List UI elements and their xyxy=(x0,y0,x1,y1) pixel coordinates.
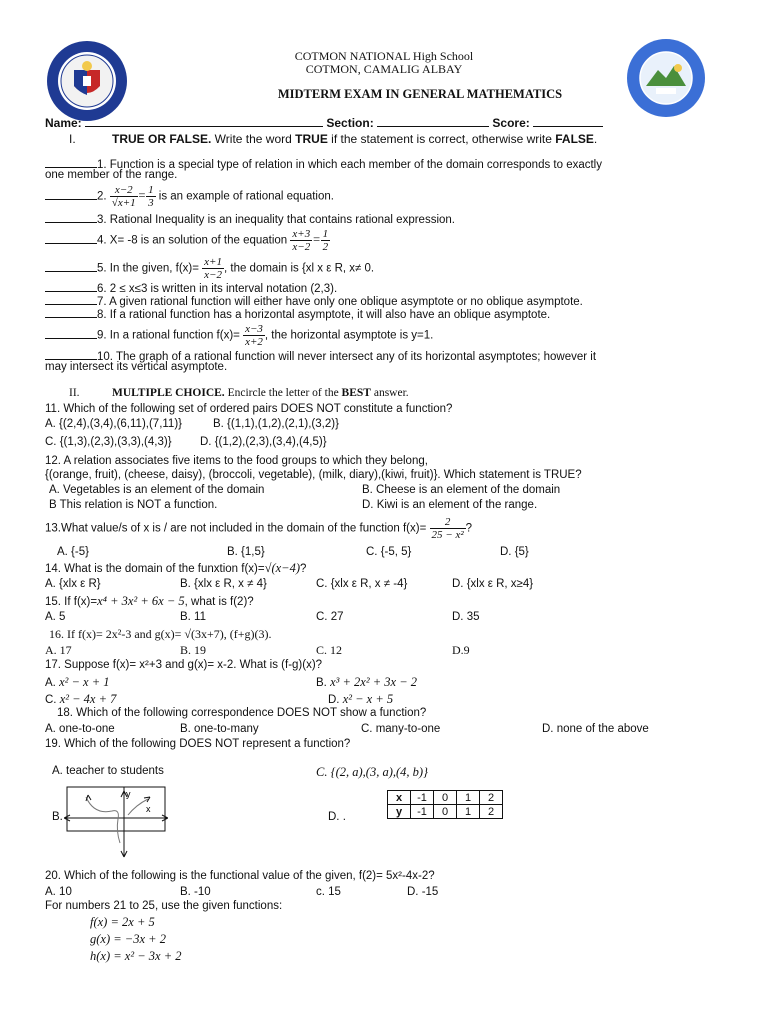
q13-choice-d[interactable]: D. {5} xyxy=(500,546,529,558)
q17-choice-a[interactable] xyxy=(45,675,110,690)
school-address: COTMON, CAMALIG ALBAY xyxy=(305,62,463,76)
q19-choice-b[interactable]: B. xyxy=(52,811,63,823)
question-text: , what is f(2)? xyxy=(184,596,254,608)
tf-item-text: 8. If a rational function has a horizontal asymptote, it will also have an oblique asymptote. xyxy=(97,309,551,321)
answer-blank[interactable] xyxy=(45,233,97,244)
answer-blank[interactable] xyxy=(45,307,97,318)
given-function-g: g(x) = −3x + 2 xyxy=(90,932,166,946)
answer-blank[interactable] xyxy=(45,294,97,305)
q18-choice-d[interactable]: D. none of the above xyxy=(542,723,649,735)
table-cell: 1 xyxy=(457,805,480,819)
q11-choice-d[interactable]: D. {(1,2),(2,3),(3,4),(4,5)} xyxy=(200,436,327,448)
equation-fraction: $\frac{x+3}{x-2}$ xyxy=(292,228,311,253)
choice-expression: x² − 4x + 7 xyxy=(59,692,117,706)
q12-choice-c[interactable]: B This relation is NOT a function. xyxy=(49,499,218,511)
part1-instr: Write the word xyxy=(211,132,296,146)
part2-instr: answer. xyxy=(370,387,409,399)
name-field[interactable] xyxy=(85,116,323,127)
tf-item-4: 4. X= -8 is an solution of the equation $\frac{x+3}{x-2}$ = $\frac{1}{2}$ xyxy=(45,228,330,253)
fraction-denominator: 25 − x² xyxy=(431,529,464,541)
table-cell: 1 xyxy=(457,791,480,805)
tf-item-1-cont: one member of the range. xyxy=(45,169,178,181)
answer-blank[interactable] xyxy=(45,328,97,339)
exam-title: MIDTERM EXAM IN GENERAL MATHEMATICS xyxy=(277,87,563,101)
part1-instr-false: FALSE xyxy=(555,132,594,146)
q15-choice-c[interactable]: C. 27 xyxy=(316,611,344,623)
question-12: 12. A relation associates five items to the food groups to which they belong, xyxy=(45,455,428,467)
given-function-h: h(x) = x² − 3x + 2 xyxy=(90,949,182,963)
q11-choice-a[interactable]: A. {(2,4),(3,4),(6,11),(7,11)} xyxy=(45,418,182,430)
q20-choice-d[interactable]: D. -15 xyxy=(407,886,439,898)
school-name: COTMON NATIONAL High School xyxy=(294,49,474,63)
part2-instr: Encircle the letter of the xyxy=(224,387,342,399)
question-18: 18. Which of the following correspondence DOES NOT show a function? xyxy=(57,707,427,719)
q20-choice-c[interactable]: c. 15 xyxy=(316,886,341,898)
q20-choice-b[interactable]: B. -10 xyxy=(180,886,211,898)
part1-heading xyxy=(69,132,597,146)
part2-number: II. xyxy=(69,387,80,399)
equation-fraction: $\frac{x-2}{√x+1}$ xyxy=(111,184,136,209)
q19-xy-table xyxy=(387,790,503,819)
q16-choice-c[interactable]: C. 12 xyxy=(316,643,343,657)
part1-instr: . xyxy=(593,132,598,146)
score-label: Score: xyxy=(492,116,530,130)
q16-choice-d[interactable]: D.9 xyxy=(452,643,470,657)
q14-choice-a[interactable]: A. {xlx ε R} xyxy=(45,578,101,590)
question-20: 20. Which of the following is the functional value of the given, f(2)= 5x²-4x-2? xyxy=(45,870,435,882)
q11-choice-c[interactable]: C. {(1,3),(2,3),(3,3),(4,3)} xyxy=(45,436,172,448)
tf-item-text: , the horizontal asymptote is y=1. xyxy=(264,329,434,342)
question-17: 17. Suppose f(x)= x²+3 and g(x)= x-2. What is (f-g)(x)? xyxy=(45,659,323,671)
q17-choice-d[interactable] xyxy=(328,692,393,707)
graph-x-label: x xyxy=(146,804,151,814)
table-row-y xyxy=(388,805,503,819)
choice-letter: C. xyxy=(45,694,57,706)
given-function-f: f(x) = 2x + 5 xyxy=(90,915,155,929)
q13-choice-a[interactable]: A. {-5} xyxy=(57,546,89,558)
question-19: 19. Which of the following DOES NOT represent a function? xyxy=(45,738,351,750)
q15-choice-a[interactable]: A. 5 xyxy=(45,611,66,623)
answer-blank[interactable] xyxy=(45,212,97,223)
sqrt-expression: √(x−4) xyxy=(264,561,300,575)
q18-choice-a[interactable]: A. one-to-one xyxy=(45,723,115,735)
table-cell: 0 xyxy=(434,805,457,819)
tf-item-text: 3. Rational Inequality is an inequality that contains rational expression. xyxy=(97,214,455,226)
table-cell: -1 xyxy=(411,791,434,805)
q14-choice-c[interactable]: C. {xlx ε R, x ≠ -4} xyxy=(316,578,408,590)
part1-title: TRUE OR FALSE. xyxy=(112,132,212,146)
equation-fraction xyxy=(430,516,466,541)
equation-fraction: $\frac{1}{3}$ xyxy=(148,184,154,209)
choice-letter: D. xyxy=(328,694,340,706)
equation-fraction: $\frac{1}{2}$ xyxy=(322,228,329,253)
choice-expression: x² − x + 5 xyxy=(342,692,394,706)
tf-item-6 xyxy=(45,281,337,295)
tf-item-8 xyxy=(45,307,550,321)
tf-item-10-cont: may intersect its vertical asymptote. xyxy=(45,361,228,373)
q12-choice-d[interactable]: D. Kiwi is an element of the range. xyxy=(362,499,538,511)
choice-letter: A. xyxy=(45,677,56,689)
tf-item-text: 1. Function is a special type of relation in which each member of the domain corresponds to exactly xyxy=(97,159,602,171)
q20-choice-a[interactable]: A. 10 xyxy=(45,886,72,898)
q17-choice-c[interactable] xyxy=(45,692,116,707)
question-text: 15. If f(x)= xyxy=(45,596,98,608)
answer-blank[interactable] xyxy=(45,349,97,360)
tf-item-text: 7. A given rational function will either have only one oblique asymptote or no oblique asymptote. xyxy=(97,296,583,308)
q15-choice-d[interactable]: D. 35 xyxy=(452,611,480,623)
table-row-x xyxy=(388,791,503,805)
q19-choice-c[interactable] xyxy=(316,765,428,780)
section-label: Section: xyxy=(326,116,374,130)
choice-letter: B. xyxy=(316,677,327,689)
question-15 xyxy=(45,594,254,609)
q12-choice-b[interactable]: B. Cheese is an element of the domain xyxy=(362,484,561,496)
tf-item-5 xyxy=(45,256,374,281)
part1-number: I. xyxy=(69,132,76,146)
q12-choice-a[interactable]: A. Vegetables is an element of the domain xyxy=(49,484,265,496)
q19-choice-a[interactable]: A. teacher to students xyxy=(52,765,164,777)
choice-expression: C. {(2, a),(3, a),(4, b)} xyxy=(316,765,429,779)
part1-instr: if the statement is correct, otherwise write xyxy=(327,132,556,146)
table-cell: 2 xyxy=(480,791,503,805)
question-11: 11. Which of the following set of ordered pairs DOES NOT constitute a function? xyxy=(45,403,453,415)
tf-item-3 xyxy=(45,212,455,226)
answer-blank[interactable] xyxy=(45,189,97,200)
polynomial-expression: x⁴ + 3x² + 6x − 5 xyxy=(97,594,185,608)
tf-item-9 xyxy=(45,323,433,348)
q19-graph xyxy=(64,785,168,859)
answer-blank[interactable] xyxy=(45,157,97,168)
question-13 xyxy=(45,516,472,541)
tf-item-text: is an example of rational equation. xyxy=(158,190,334,203)
q14-choice-d[interactable]: D. {xlx ε R, x≥4} xyxy=(452,578,534,590)
part2-title: MULTIPLE CHOICE. xyxy=(112,387,225,399)
question-text: 13.What value/s of x is / are not included in the domain of the function f(x)= xyxy=(45,522,427,535)
table-cell: 0 xyxy=(434,791,457,805)
q11-choice-b[interactable]: B. {(1,1),(1,2),(2,1),(3,2)} xyxy=(213,418,339,430)
question-text: ? xyxy=(300,563,307,575)
name-label: Name: xyxy=(45,116,82,130)
score-field[interactable] xyxy=(533,116,603,127)
question-text: ? xyxy=(465,522,473,535)
graph-y-label: y xyxy=(126,789,131,799)
q16-choice-a[interactable]: A. 17 xyxy=(45,643,72,657)
part2-heading xyxy=(69,387,409,399)
equation-fraction: $\frac{x+1}{x-2}$ xyxy=(204,256,222,281)
part2-instr-best: BEST xyxy=(341,387,371,399)
section-field[interactable] xyxy=(377,116,489,127)
tf-item-text: 10. The graph of a rational function will never intersect any of its horizontal asymptotes; however it xyxy=(97,351,597,363)
question-12-cont: {(orange, fruit), (cheese, daisy), (broccoli, vegetable), (milk, diary),(kiwi, fruit)}. Which statement is TRUE? xyxy=(45,469,582,481)
fraction-numerator: 2 xyxy=(430,516,466,529)
question-16: 16. If f(x)= 2x²-3 and g(x)= √(3x+7), (f+g)(3). xyxy=(49,627,272,641)
tf-item-2: 2. $\frac{x-2}{√x+1}$ = $\frac{1}{3}$ is an example of rational equation. xyxy=(45,184,334,209)
answer-blank[interactable] xyxy=(45,281,97,292)
choice-expression: x² − x + 1 xyxy=(59,675,110,689)
given-functions-intro: For numbers 21 to 25, use the given functions: xyxy=(45,900,283,912)
tf-item-text: 2. xyxy=(97,190,107,203)
tf-item-text: 5. In the given, f(x)= xyxy=(97,262,199,275)
tf-item-text: , the domain is {xl x ε R, x≠ 0. xyxy=(223,262,375,275)
q13-choice-c[interactable]: C. {-5, 5} xyxy=(366,546,412,558)
q13-choice-b[interactable]: B. {1,5} xyxy=(227,546,265,558)
answer-blank[interactable] xyxy=(45,261,97,272)
q16-choice-b[interactable]: B. 19 xyxy=(180,643,207,657)
tf-item-7 xyxy=(45,294,583,308)
tf-item-text: 4. X= -8 is an solution of the equation xyxy=(97,234,288,247)
q18-choice-b[interactable]: B. one-to-many xyxy=(180,723,259,735)
student-info-line xyxy=(45,116,603,130)
table-cell: 2 xyxy=(480,805,503,819)
q18-choice-c[interactable]: C. many-to-one xyxy=(361,723,441,735)
equation-fraction: $\frac{x-3}{x+2}$ xyxy=(245,323,263,348)
q14-choice-b[interactable]: B. {xlx ε R, x ≠ 4} xyxy=(180,578,267,590)
table-cell: -1 xyxy=(411,805,434,819)
tf-item-text: 9. In a rational function f(x)= xyxy=(97,329,240,342)
part1-instr-true: TRUE xyxy=(295,132,328,146)
q15-choice-b[interactable]: B. 11 xyxy=(180,611,206,623)
table-cell: x xyxy=(388,791,411,805)
choice-expression: x³ + 2x² + 3x − 2 xyxy=(330,675,418,689)
table-cell: y xyxy=(388,805,411,819)
question-text: 14. What is the domain of the funxtion f(x)= xyxy=(45,563,265,575)
question-14 xyxy=(45,561,306,576)
q17-choice-b[interactable] xyxy=(316,675,417,690)
tf-item-text: 6. 2 ≤ x≤3 is written in its interval notation (2,3). xyxy=(97,283,338,295)
q19-choice-d[interactable]: D. . xyxy=(328,811,346,823)
